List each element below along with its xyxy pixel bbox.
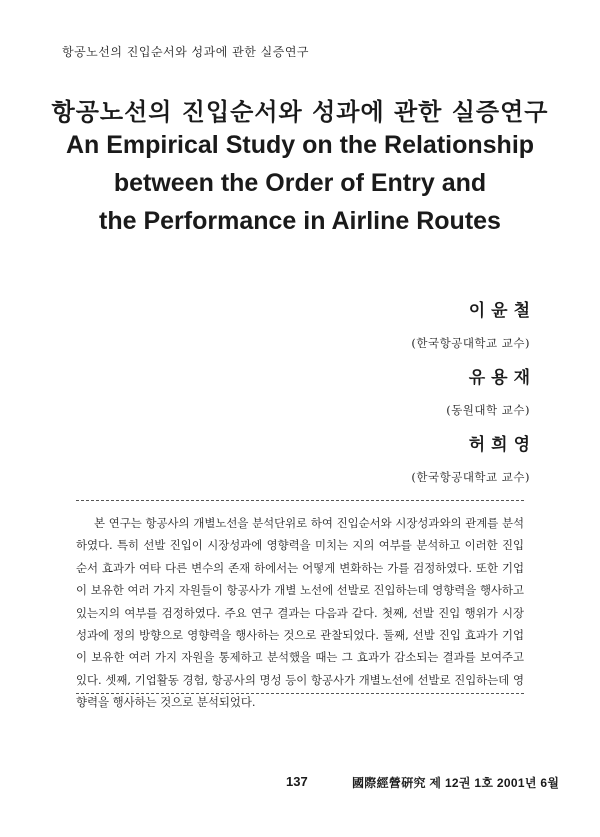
journal-citation: 國際經營硏究 제 12권 1호 2001년 6월 <box>352 776 560 790</box>
title-english-line: between the Order of Entry and <box>113 169 487 197</box>
author-name: 유용재 <box>468 368 536 388</box>
title-english-line: the Performance in Airline Routes <box>99 207 501 235</box>
author-name: 이윤철 <box>468 301 536 321</box>
page-number: 137 <box>286 774 308 789</box>
author-affiliation: (한국항공대학교 교수) <box>411 470 530 484</box>
abstract-top-divider <box>76 500 524 501</box>
author-affiliation: (동원대학 교수) <box>446 403 530 417</box>
author-list <box>310 296 536 497</box>
author-name: 허희영 <box>468 435 536 455</box>
title-english <box>60 126 540 240</box>
title-korean: 항공노선의 진입순서와 성과에 관한 실증연구 <box>51 97 549 126</box>
running-head: 항공노선의 진입순서와 성과에 관한 실증연구 <box>62 45 310 59</box>
page-footer <box>0 774 600 794</box>
abstract-text: 본 연구는 항공사의 개별노선을 분석단위로 하여 진입순서와 시장성과와의 관계를 분석하였다. 특히 선발 진입이 시장성과에 영향력을 미치는 지의 여부를 분석하고 이러한 진입순서 효과가 여타 다른 변수의 존재 하에서는 어떻게 변화하는 가를 검정하였다. 또한 기업이 보유한 여러 가지 자원들이 항공사가 개별 노선에 선발로 진입하는데 영향력을 행사하고 있는지의 여부를 검정하였다. 주요 연구 결과는 다음과 같다. 첫째, 선발 진입 행위가 시장성과에 정의 방향으로 영향력을 행사하는 것으로 관찰되었다. 둘째, 선발 진입 효과가 기업이 보유한 여러 가지 자원을 통제하고 분석했을 때는 그 효과가 감소되는 결과를 보여주고 있다. 셋째, 기업활동 경험, 항공사의 명성 등이 항공사가 개별노선에 선발로 진입하는데 영향력을 행사하는 것으로 분석되었다. <box>76 516 524 710</box>
abstract-bottom-divider <box>76 693 524 694</box>
title-english-line: An Empirical Study on the Relationship <box>65 131 535 159</box>
author-affiliation: (한국항공대학교 교수) <box>411 336 530 350</box>
abstract <box>76 512 524 714</box>
